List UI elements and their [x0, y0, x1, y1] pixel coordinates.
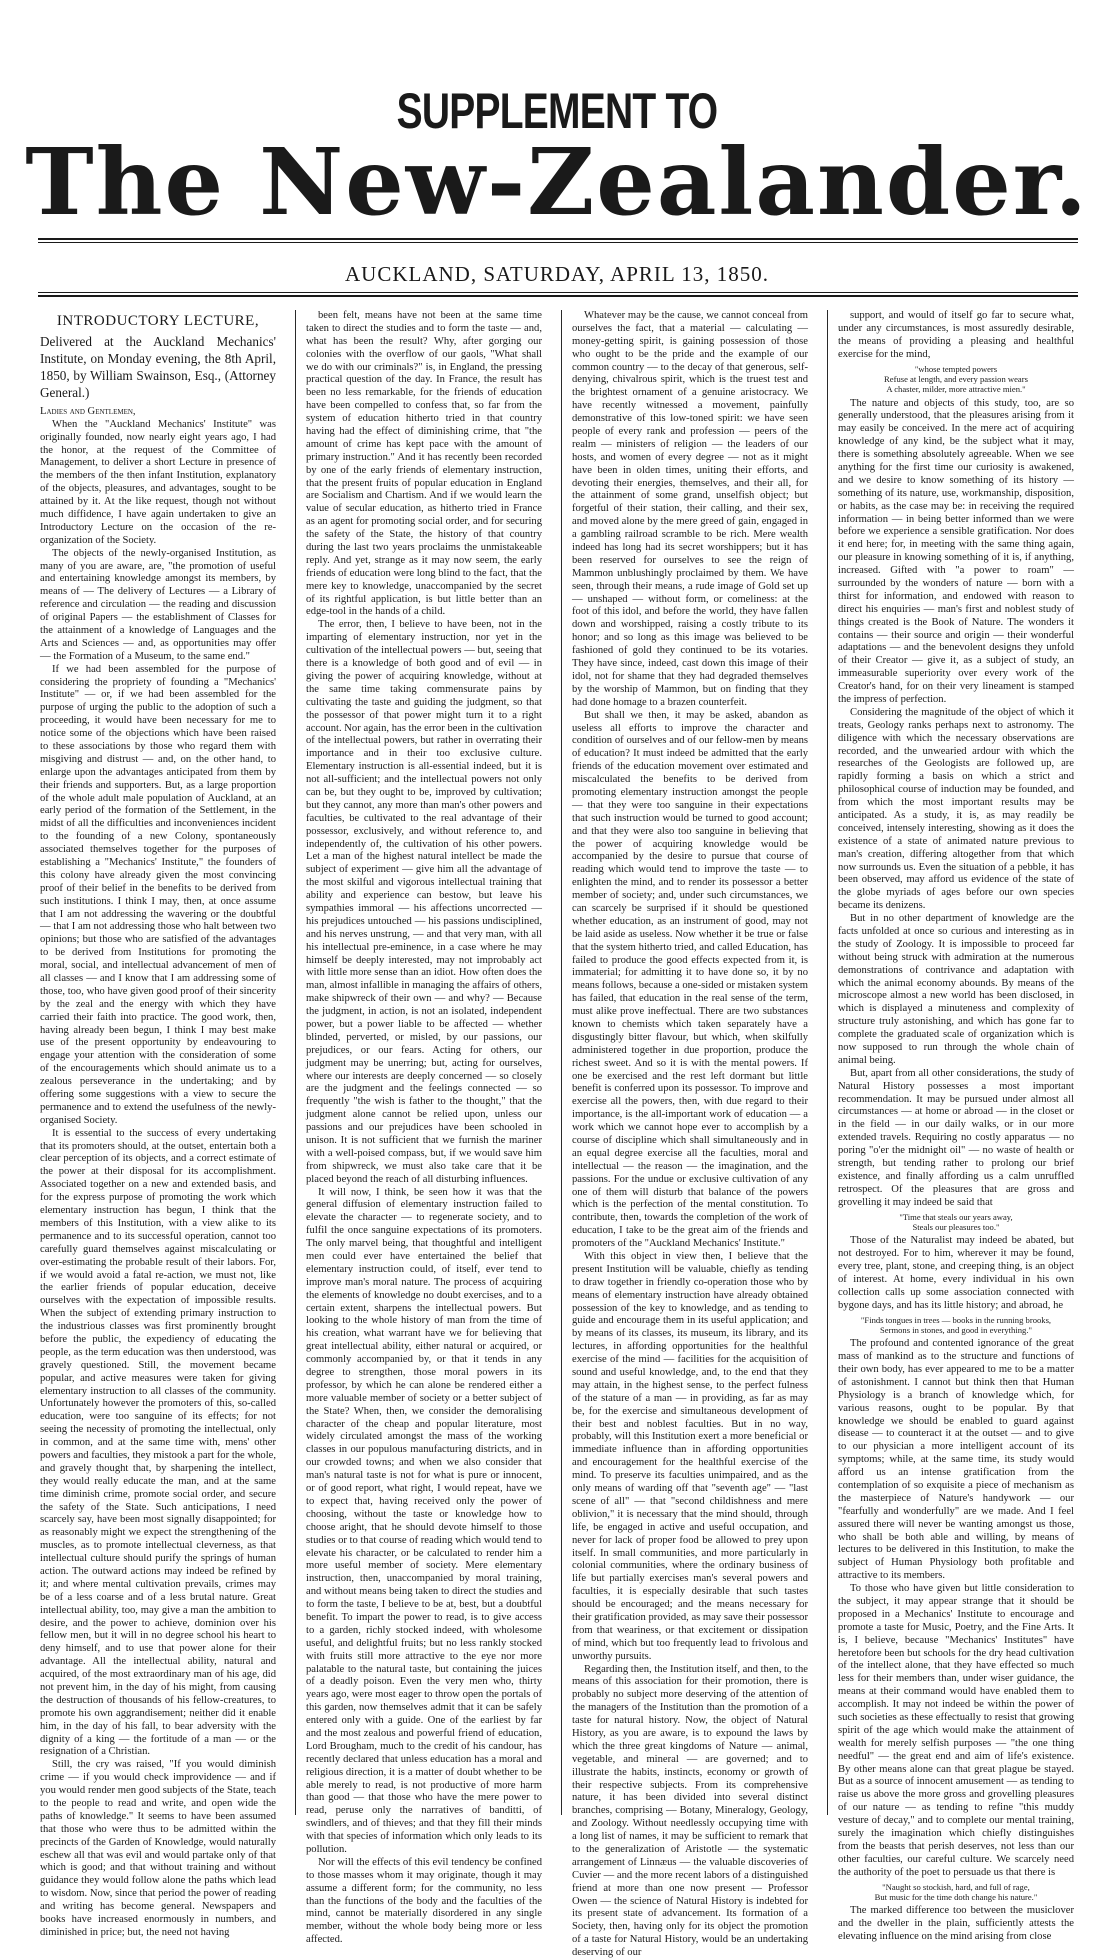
verse-line: Sermons in stones, and good in everything." [880, 1324, 1032, 1335]
paragraph: But in no other department of knowledge are the facts unfolded at once so curious and interesting as in the study of Zoology. It is impossible to proceed far without being struck with admiration at the numerous demonstrations of contrivance and adaptation with which the animal economy abounds. By means of the microscope almost a new world has been disclosed, in which is displayed a minuteness and complexity of structure truly astonishing, and which has gone far to complete the graduated scale of organization which is now supposed to run through the whole chain of animal being. [838, 913, 1074, 1066]
verse-quote [838, 364, 1074, 395]
supplement-heading: SUPPLEMENT TO [396, 83, 718, 139]
paragraph: If we had been assembled for the purpose of considering the propriety of founding a "Mechanics' Institute" — or, if we had been assembled for the purpose of urging the public to the adoption of such a proceeding, it would have been necessary for me to notice some of the objections which have been raised to these associations by those who regard them with misgiving and distrust — and, on the other hand, to enlarge upon the advantages anticipated from them by their friends and supporters. But, as a large proportion of the whole adult male population of Auckland, at an early period of the formation of the Settlement, in the midst of all the difficulties and inconveniences incident to the founding of a new Colony, spontaneously associated themselves together for the purposes of establishing a "Mechanics' Institute," the founders of this colony have already given the most convincing proof of their belief in the benefits to be derived from such institutions. I think I may, then, at once assume that I am not addressing the wavering or the doubtful — that I am not addressing those who halt between two opinions; but those who are satisfied of the advantages to be derived from Institutions for promoting the moral, social, and intellectual advancement of men of all classes — and I know that I am addressing some of those, too, who have given good proof of their sincerity by the zeal and the energy with which they have carried their faith into practice. The good work, then, having already been begun, I think I may best make use of the present opportunity by endeavouring to engage your attention with the consideration of some of the encouragements which should animate us to a zealous perseverance in the undertaking; and by offering some suggestions with a view to secure the permanence and to extend the usefulness of the newly-organised Society. [40, 663, 276, 1126]
dateline-rule [38, 292, 1078, 293]
verse-line: Steals our pleasures too." [912, 1221, 1000, 1232]
paragraph: support, and would of itself go far to secure what, under any circumstances, is most assuredly desirable, the means of providing a pleasing and healthful exercise for the mind, [838, 310, 1074, 360]
article-columns [40, 310, 1076, 1959]
verse-line: "whose tempted powers [914, 363, 998, 374]
column-rule [295, 310, 296, 1815]
top-rule [38, 238, 1078, 240]
paragraph: It is essential to the success of every undertaking that its promoters should, at the outset, entertain both a clear perception of its objects, and a correct estimate of the power at their disposal for its accomplishment. Associated together on a new and extended basis, and for the express purpose of promoting the work which elementary instruction has begun, I think that the members of this Institution, with a view alike to its permanence and to its successful operation, cannot too carefully guard themselves against miscalculating or over-estimating the probable result of their labors. For, if we would avoid a fatal re-action, we must not, like the earlier friends of popular education, deceive ourselves with the expectation of impossible results. When the subject of extending primary instruction to the industrious classes was first prominently brought before the public, the expediency of educating the people, as the term education was then understood, was gravely questioned. Still, the movement became popular, and active measures were taken for giving elementary instruction to all classes of the community. Unfortunately however the promoters of this, so-called education, were too sanguine of its effects; for not seeing the necessity of promoting the intellectual, only in common, and at the same time with, mens' other powers and faculties, they mistook a part for the whole, and gravely thought that, by sharpening the intellect, they would really educate the man, and at the same time diminish crime, promote social order, and secure the safety of the State. Such anticipations, I need scarcely say, have been most signally disappointed; for as reasonably might we expect the strengthening of the muscles, as to promote intellectual cleverness, as that intellectual culture should purify the springs of human action. The outward actions may indeed be refined by it; and where mental cultivation prevails, crimes may be of a less coarse and of a less brutal nature. Great intellectual ability, too, may give a man the ambition to desire, and the power to achieve, dominion over his fellow men, but it will in no degree school his heart to deny himself, and to use that power alone for their advantage. All the intellectual ability, natural and acquired, of the most extraordinary man of his age, did not prevent him, in the day of his might, from causing the destruction of thousands of his fellow-creatures, to promote his own aggrandisement; neither did it enable him, in the day of his fall, to bear adversity with the dignity of a king — the fortitude of a man — or the resignation of a Christian. [40, 1127, 276, 1758]
paragraph: But, apart from all other considerations, the study of Natural History possesses a most important recommendation. It may be pursued under almost all circumstances — at home or abroad — in the closet or in the field — in our daily walks, or in our more extended travels. Requiring no costly apparatus — no poring "o'er the midnight oil" — no waste of health or strength, but tending rather to prolong our brief existence, and finally affording us a calm unruffled retrospect. Of the pleasures that are gross and grovelling it may indeed be said that [838, 1067, 1074, 1208]
top-rule-thin [38, 242, 1078, 243]
paragraph: The marked difference too between the musiclover and the dweller in the plain, sufficiently attests the elevating influence on the mind arising from close [838, 1905, 1074, 1943]
paragraph: The nature and objects of this study, too, are so generally understood, that the pleasures arising from it may easily be conceived. In the mere act of acquiring knowledge of any kind, be the subject what it may, there is something absolutely agreeable. When we see anything for the first time our curiosity is awakened, and we desire to know something of its history — something of its nature, use, workmanship, disposition, or habits, as the case may be: in receiving the required information — in being better informed than we were before we experience a sensible gratification. Nor does it end here; for, in meeting with the same thing again, our pleasure in knowing something of it is, if anything, increased. Gifted with "a power to roam" — surrounded by the wonders of nature — born with a thirst for information, and endowed with reason to direct his enquiries — man's first and noblest study of things created is the Book of Nature. The wonders it contains — their source and origin — their wonderful adaptations — and the benevolent designs they unfold of their Creator — give it, as a subject of study, an immeasurable superiority over every work of the Creator's hand, for on their very lineament is stamped the impress of perfection. [838, 397, 1074, 705]
column-1 [40, 310, 276, 1938]
paragraph: The error, then, I believe to have been, not in the imparting of elementary instruction, nor yet in the cultivation of the intellectual powers — but, seeing that there is a knowledge of both good and of evil — in giving the power of acquiring knowledge, without at the same time taking commensurate pains by cultivating the taste and guiding the judgment, so that the possessor of that power might turn it to a right account. Nor again, has the error been in the cultivation of the intellectual powers, but rather in overrating their importance and in their too exclusive culture. Elementary instruction is all-essential indeed, but it is not all-sufficient; and the intellectual powers not only can be, but they ought to be, improved by cultivation; but they cannot, any more than man's other powers and faculties, be cultivated to the real advantage of their possessor, exclusively, and without reference to, and independently of, the cultivation of his other powers. Let a man of the highest natural intellect be made the subject of experiment — give him all the advantage of the most skilful and vigorous intellectual training that ability and experience can bestow, but leave his sympathies immoral — his affections uncorrected — his prejudices untouched — his passions undisciplined, and his nerves unstrung, — and that very man, with all his intellectual pre-eminence, in a case where he may himself be deeply interested, may not improbably act with little more sense than an idiot. How often does the man, almost infallible in managing the affairs of others, make shipwreck of their own — and why? — Because the judgment, in action, is not an isolated, independent power, but a power liable to be affected — whether blinded, perverted, or misled, by our passions, our prejudices, or our fears. Acting for others, our judgment may be unerring; but, acting for ourselves, where our interests are deeply concerned — so closely are the judgment and the feelings connected — so frequently "the wish is father to the thought," that the judgment alone cannot be relied upon, unless our passions and our prejudices have been schooled in unison. It is not sufficient that we furnish the mariner with a well-poised compass, but, if we would save him from shipwreck, we must also take care that it be placed beyond the reach of all disturbing influences. [306, 619, 542, 1185]
paragraph: With this object in view then, I believe that the present Institution will be valuable, chiefly as tending to draw together in friendly co-operation those who by means of elementary instruction have already obtained possession of the key to knowledge, and as tending to guide and encourage them in its useful application; and by means of its classes, its museum, its library, and its lectures, in affording opportunities for the healthful exercise of the mind — facilities for the acquisition of sound and useful knowledge, and, to the end that they may attain, in the highest sense, to the perfect fulness of the stature of a man — in providing, as far as may be, for the exercise and simultaneous development of their best and noblest faculties. But in no way, probably, will this Institution exert a more beneficial or immediate influence than in affording opportunities and encouragement for the healthful exercise of the mind. To preserve its faculties unimpaired, and as the only means of warding off that "seventh age" — "last scene of all" — that "second childishness and mere oblivion," it is necessary that the mind should, through life, be engaged in active and useful occupation, and never for lack of proper food be allowed to prey upon itself. In small communities, and more particularly in colonial communities, where the ordinary business of life but partially exercises man's several powers and faculties, it is especially desirable that such tastes should be encouraged; and the means necessary for their gratification provided, as may save their possessor from that weariness, or that excitement or dissipation of mind, which but too frequently lead to frivolous and unworthy pursuits. [572, 1251, 808, 1662]
verse-line: "Finds tongues in trees — books in the running brooks, [860, 1314, 1052, 1325]
lecture-heading: INTRODUCTORY LECTURE, [56, 313, 260, 329]
paragraph: Those of the Naturalist may indeed be abated, but not destroyed. For to him, wherever it may be found, every tree, plant, stone, and creeping thing, is an object of interest. At home, every individual in his own collection calls up some association connected with bygone days, and has its little history; and abroad, he [838, 1235, 1074, 1311]
paragraph: To those who have given but little consideration to the subject, it may appear strange that it should be proposed in a Mechanics' Institute to encourage and promote a taste for Music, Poetry, and the Fine Arts. It is, I believe, because "Mechanics' Institutes" have heretofore been but schools for the dry head cultivation of the intellect alone, that they have effected so much less for their members than, under wiser guidance, the means at their command would have enabled them to accomplish. It may not indeed be within the power of such societies as these effectually to resist that growing spirit of the age which would make the attainment of wealth for merely selfish purposes — "the one thing needful" — the great end and aim of life's existence. By other means alone can that great plague be stayed. But as a source of innocent amusement — as tending to raise us above the more gross and grovelling pleasures of our nature — as tending to refine "this muddy vesture of decay," and to complete our mental training, surely the imagination which chiefly distinguishes from the beasts that perish deserves, not less than our other faculties, our careful culture. We scarcely need the authority of the poet to persuade us that there is [838, 1583, 1074, 1878]
paragraph: Considering the magnitude of the object of which it treats, Geology ranks perhaps next to astronomy. The diligence with which the necessary observations are recorded, and the unwearied ardour with which the researches of the Geologists are followed up, are rapidly forming a basis on which a strict and philosophical course of induction may be founded, and from which the most important results may be anticipated. As a study, it is, as may readily be conceived, intensely interesting, showing as it does the existence of a state of animated nature previous to man's creation, differing altogether from that which now surrounds us. Even the situation of a pebble, it has been observed, may afford us evidence of the state of the globe myriads of ages before our own species became its denizens. [838, 706, 1074, 912]
verse-quote [838, 1212, 1074, 1233]
verse-line: Refuse at length, and every passion wears [884, 373, 1028, 384]
newspaper-title: The New-Zealander. [25, 128, 1089, 236]
paragraph: Regarding then, the Institution itself, and then, to the means of this association for their promotion, there is probably no subject more deserving of the attention of the managers of the Institution than the promotion of a taste for natural history. Now, the object of Natural History, as you are aware, is to expound the laws by which the three great kingdoms of Nature — animal, vegetable, and mineral — are governed; and to illustrate the habits, instincts, economy or growth of their respective subjects. From its comprehensive nature, it has been divided into several distinct branches, comprising — Botany, Mineralogy, Geology, and Zoology. Without needlessly occupying time with a long list of names, it may be sufficient to remark that to the generalization of Aristotle — the systematic arrangement of Linnæus — the valuable discoveries of Cuvier — and the more recent labors of a distinguished friend at more than one now present — Professor Owen — the science of Natural History is indebted for its present state of advancement. Its formation of a Society, then, having only for its object the promotion of a taste for Natural History, would be an undertaking deserving of our [572, 1663, 808, 1959]
salutation: Ladies and Gentlemen, [40, 405, 136, 417]
paragraph: The profound and contented ignorance of the great mass of mankind as to the structure and functions of their own body, has ever appeared to me to be a matter of astonishment. I cannot but think then that Human Physiology is a branch of knowledge which, for various reasons, ought to be popular. By that knowledge we should be enabled to guard against disease — to counteract it at the outset — and to give to our physician a more intelligent account of its symptoms; while, at the same time, its study would afford us an intense gratification from the contemplation of so exquisite a piece of mechanism as the masterpiece of Nature's handywork — our "fearfully and wonderfully" are we made. And I feel assured there will never be wanting amongst us those, who shall be both able and willing, by means of lectures to be delivered in this Institution, to make the subject of Human Physiology both profitable and attractive to its members. [838, 1338, 1074, 1582]
paragraph: But shall we then, it may be asked, abandon as useless all efforts to improve the character and condition of ourselves and of our fellow-men by means of education? It must indeed be admitted that the early friends of the education movement over estimated and miscalculated the benefits to be derived from promoting elementary instruction amongst the people — that they were too sanguine in their expectations that such instruction would be turned to good account; and that they were also too sanguine in believing that the power of acquiring knowledge would be accompanied by the desire to pursue that course of reading which would tend to improve the taste — to enlighten the mind, and to render its possessor a better member of society; and, under such circumstances, we can scarcely be surprised if it should be questioned whether education, as an instrument of good, may not be laid aside as useless. Now whether it be true or false that the system hitherto tried, and called Education, has failed to produce the good effects expected from it, is immaterial; for admitting it to have done so, it by no means follows, because a one-sided or mistaken system has failed, that education in the real sense of the term, must alike prove ineffectual. There are two substances known to chemists which taken separately have a disgustingly bitter flavour, but which, when skilfully administered together in due proportion, produce the richest sweet. And so it is with the mental powers. If one be exercised and the rest left dormant but little benefit is conferred upon its possessor. To improve and exercise all the powers, then, with due regard to their importance, is the all-important work of education — a work which we cannot hope ever to accomplish by a course of discipline which shall simultaneously and in an equal degree exercise all the faculties, moral and intellectual — the reason — the imagination, and the passions. For the undue or exclusive cultivation of any one of them will disturb that balance of the powers which is the perfection of the mental constitution. To contribute, then, towards the completion of the work of education, I take to be the great aim of the friends and promoters of the "Auckland Mechanics' Institute." [572, 709, 808, 1250]
masthead [0, 0, 1114, 290]
dateline: AUCKLAND, SATURDAY, APRIL 13, 1850. [345, 262, 769, 286]
paragraph: It will now, I think, be seen how it was that the general diffusion of elementary instruction failed to elevate the character — to regenerate society, and to fulfil the once sanguine expectations of its promoters. The only marvel being, that thoughtful and intelligent men could ever have entertained the belief that elementary instruction could, of itself, ever tend to improve man's moral nature. The process of acquiring the elements of knowledge no doubt exercises, and to a certain extent, sharpens the intellectual powers. But looking to the whole history of man from the time of his creation, what warrant have we for believing that great intellectual ability, either natural or acquired, or commonly accompanied by, or that it tends in any degree to strengthen, those moral powers in its professor, by which he can alone be rendered either a more valuable member of society or a better subject of the State? When, then, we consider the demoralising character of the cheap and popular literature, most widely circulated amongst the mass of the working classes in our populous manufacturing districts, and in our crowded towns; and when we also consider that man's natural taste is not for what is pure or innocent, or of good report, what right, I would repeat, have we to expect that, having received only the power of choosing, without the taste or knowledge how to choose aright, that he should devote himself to those studies or to that course of reading which would tend to elevate his character, or be calculated to render him a more useful member of society. Mere elementary instruction, then, unaccompanied by moral training, and without means being taken to direct the studies and to form the taste, I believe to be at, best, but a doubtful benefit. To impart the power to read, is to give access to a garden, richly stocked indeed, with wholesome useful, and delightful fruits; but no less rankly stocked with fruits still more attractive to the eye nor more palatable to the natural taste, but containing the juices of a deadly poison. Even the very men who, thirty years ago, were most eager to throw open the portals of this garden, now themselves admit that it can be safely entered only with a guide. One of the earliest by far and the most zealous and powerful friend of education, Lord Brougham, much to the credit of his candour, has recently declared that unless education has a moral and religious direction, it is a matter of doubt whether to be able merely to read, is not productive of more harm than good — that those who have the mere power to read, peruse only the narratives of banditti, of swindlers, and of thieves; and that they fill their minds with that species of information which only leads to its pollution. [306, 1186, 542, 1855]
verse-line: But music for the time doth change his nature." [874, 1891, 1038, 1902]
paragraph: When the "Auckland Mechanics' Institute" was originally founded, now nearly eight years ago, I had the honor, at the request of the Committee of Management, to deliver a short Lecture in presence of the members of the then infant Institution, explanatory of the objects, pleasures, and advantages, sought to be attained by it. At the like request, though not without much diffidence, I have again undertaken to give an Introductory Lecture on the occasion of the re-organization of the Society. [40, 418, 276, 546]
column-rule [827, 310, 828, 1815]
column-rule [561, 310, 562, 1815]
dateline-rule-thick [38, 295, 1078, 297]
verse-quote [838, 1882, 1074, 1903]
lecture-subheading: Delivered at the Auckland Mechanics' Institute, on Monday evening, the 8th April, 1850, by William Swainson, Esq., (Attorney General.) [40, 334, 276, 400]
column-2 [306, 310, 542, 1946]
paragraph: The objects of the newly-organised Institution, as many of you are aware, are, "the promotion of useful and entertaining knowledge amongst its members, by means of — The delivery of Lectures — a Library of reference and circulation — the reading and discussion of original Papers — the establishment of Classes for the attainment of a knowledge of Languages and the Arts and Sciences — and, as opportunities may offer — the Formation of a Museum, to the same end." [40, 547, 276, 662]
verse-line: "Naught so stockish, hard, and full of rage, [882, 1881, 1030, 1892]
paragraph: Whatever may be the cause, we cannot conceal from ourselves the fact, that a material — calculating — money-getting spirit, is gaining possession of those who ought to be the pride and the example of our common country — to the decay of that generous, self-denying, chivalrous spirit, which is the truest test and the brightest ornament of a genuine aristocracy. We have recently witnessed a movement, painfully demonstrative of this low-toned spirit: we have seen people of every rank and profession — peers of the realm — ministers of religion — the leaders of our hosts, and women of every degree — not as it might have been in olden times, uniting their efforts, and devoting their energies, themselves, and their all, for the attainment of some grand, unselfish object; but forgetful of their station, their calling, and their sex, and moved alone by the mere greed of gain, engaged in a gambling railroad scramble to be rich. Mere wealth indeed has long had its secret worshippers; but it has been reserved for ourselves to see the reign of Mammon unblushingly proclaimed by them. We have seen, through their means, a rude image of Gold set up — unshaped — without form, or comeliness: at the foot of this idol, and before the world, they have fallen down and worshipped, raising a costly tribute to its honor; and so long as this image was believed to be fashioned of gold they continued to be its votaries. They have since, indeed, cast down this image of their idol, not for shame that they had degraded themselves by the worship of Mammon, but on finding that they had done homage to a brazen counterfeit. [572, 310, 808, 708]
paragraph: Still, the cry was raised, "If you would diminish crime — if you would check improvidence — and if you would render men good subjects of the State, teach to the people to read and write, and open wide the paths of knowledge." It seems to have been assumed that those who were thus to be admitted within the precincts of the Garden of Knowledge, would naturally eschew all that was evil and would partake only of that which is good; and that without training and without guidance they would follow alone the paths which lead to wisdom. Now, since that period the power of reading and writing has become general. Newspapers and books have increased enormously in numbers, and diminished in price; but, the need not having [40, 1759, 276, 1938]
paragraph: been felt, means have not been at the same time taken to direct the studies and to form the taste — and, what has been the result? Why, after gorging our colonies with the overflow of our gaols, "What shall we do with our criminals?" is, in England, the pressing practical question of the day. In France, the result has been no less remarkable, for the friends of education have been compelled to confess that, so far from the system of education hitherto tried in that country having had the effect of diminishing crime, that "the amount of crime has kept pace with the amount of primary instruction." And it has recently been recorded by one of the early friends of elementary instruction, that the present fruits of popular education in England are Socialism and Chartism. And if we would learn the value of secular education, as hitherto tried in France as an agent for promoting social order, and for securing the safety of the State, the history of that country during the last two years proclaims the unmistakeable reply. And yet, strange as it may now seem, the early friends of education were long blind to the fact, that the mere key to knowledge, unaccompanied by the secret of its rightful application, is but little better than an edge-tool in the hands of a child. [306, 310, 542, 618]
verse-quote [838, 1315, 1074, 1336]
verse-line: "Time that steals our years away, [899, 1211, 1013, 1222]
column-3 [572, 310, 808, 1959]
column-4 [838, 310, 1074, 1943]
paragraph: Nor will the effects of this evil tendency be confined to those masses whom it may originate, though it may assume a different form; for the community, no less than the functions of the body and the faculties of the mind, cannot be materially disordered in any single member, without the whole body being more or less affected. [306, 1856, 542, 1946]
verse-line: A chaster, milder, more attractive mien." [886, 384, 1026, 395]
